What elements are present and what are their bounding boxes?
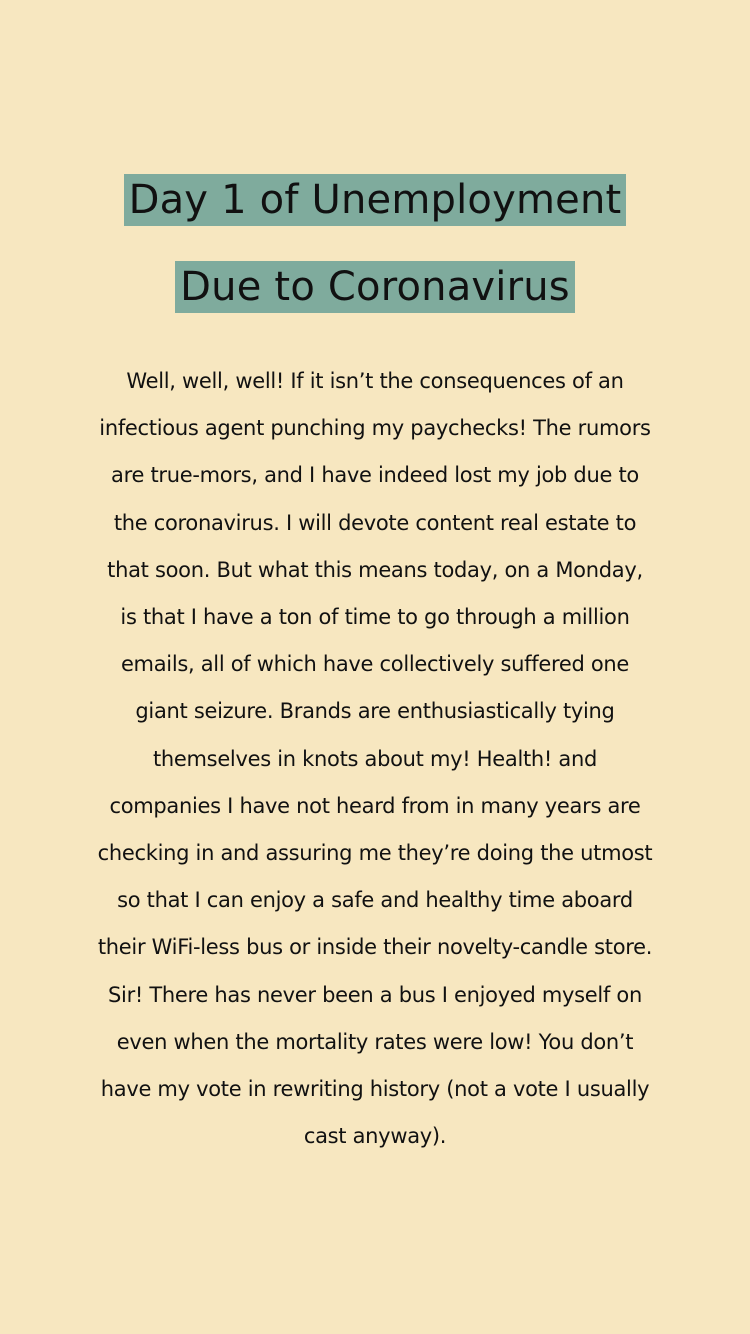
title-line-1-wrapper bbox=[0, 174, 750, 226]
title-line-2-wrapper bbox=[0, 261, 750, 313]
title-line-2: Due to Coronavirus bbox=[175, 261, 575, 313]
title-line-1: Day 1 of Unemployment bbox=[124, 174, 627, 226]
story-body-text: Well, well, well! If it isn’t the consequences of an infectious agent punching my paychecks! The rumors are true-mors, and I have indeed lost my job due to the coronavirus. I will devote content real estate to that soon. But what this means today, on a Monday, is that I have a ton of time to go through a million emails, all of which have collectively suffered one giant seizure. Brands are enthusiastically tying themselves in knots about my! Health! and companies I have not heard from in many years are checking in and assuring me they’re doing the utmost so that I can enjoy a safe and healthy time aboard their WiFi-less bus or inside their novelty-candle store. Sir! There has never been a bus I enjoyed myself on even when the mortality rates were low! You don’t have my vote in rewriting history (not a vote I usually cast anyway). bbox=[97, 369, 653, 1149]
